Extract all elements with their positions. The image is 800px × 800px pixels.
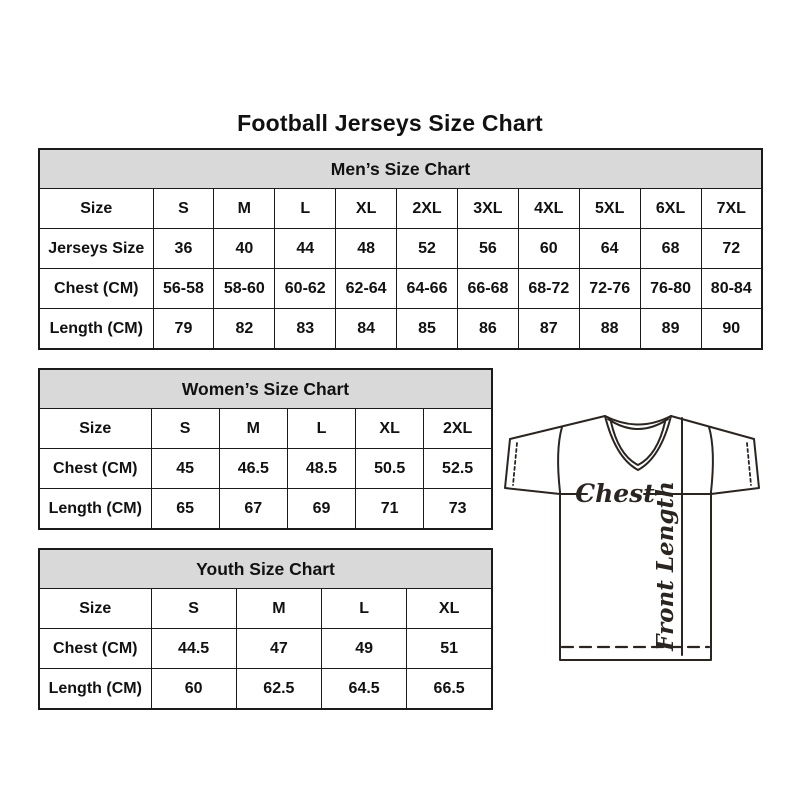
table-cell: M [236,589,321,629]
table-cell: 69 [287,489,355,530]
table-cell: 5XL [579,189,640,229]
table-cell: 88 [579,309,640,350]
table-cell: 87 [518,309,579,350]
row-label-cell: Size [39,589,151,629]
table-cell: L [275,189,336,229]
table-cell: 65 [151,489,219,530]
womens-size-chart-table [38,368,493,530]
table-cell: 79 [153,309,214,350]
jersey-right-sleeve [711,439,759,494]
table-cell: 62.5 [236,669,321,710]
table-cell: 62-64 [336,269,397,309]
table-cell: 64-66 [397,269,458,309]
table-cell: 36 [153,229,214,269]
front-length-label: Front Length [652,481,679,651]
table-cell: XL [356,409,424,449]
table-cell: 45 [151,449,219,489]
youth-size-chart-table [38,548,493,710]
row-label-cell: Length (CM) [39,669,151,710]
jersey-left-armhole-seam [558,427,562,492]
table-cell: 52.5 [424,449,492,489]
table-cell: 44.5 [151,629,236,669]
table-cell: 68-72 [518,269,579,309]
table-cell: 83 [275,309,336,350]
row-label-cell: Chest (CM) [39,269,153,309]
table-cell: L [287,409,355,449]
page-title: Football Jerseys Size Chart [237,110,543,137]
table-cell: 40 [214,229,275,269]
table-title: Women’s Size Chart [39,369,492,409]
table-cell: 3XL [457,189,518,229]
table-cell: 60-62 [275,269,336,309]
jersey-outline [505,416,759,660]
table-cell: 46.5 [219,449,287,489]
row-label-cell: Size [39,189,153,229]
table-cell: 49 [322,629,407,669]
table-cell: 60 [151,669,236,710]
table-cell: M [214,189,275,229]
row-label-cell: Jerseys Size [39,229,153,269]
table-title: Youth Size Chart [39,549,492,589]
table-cell: 60 [518,229,579,269]
row-label-cell: Chest (CM) [39,629,151,669]
table-cell: 52 [397,229,458,269]
table-cell: 67 [219,489,287,530]
jersey-left-shoulder-line [510,416,605,439]
table-cell: 44 [275,229,336,269]
table-cell: 64 [579,229,640,269]
table-cell: L [322,589,407,629]
table-cell: 51 [407,629,492,669]
table-cell: 4XL [518,189,579,229]
table-cell: 86 [457,309,518,350]
left-cuff-dashed-line [513,443,517,485]
table-cell: 72-76 [579,269,640,309]
youth-table [38,548,493,710]
table-cell: 58-60 [214,269,275,309]
table-cell: 47 [236,629,321,669]
chest-label: Chest [575,479,655,508]
table-cell: 71 [356,489,424,530]
table-cell: 2XL [424,409,492,449]
table-cell: 48 [336,229,397,269]
table-cell: 84 [336,309,397,350]
jersey-right-armhole-seam [709,427,713,492]
table-cell: M [219,409,287,449]
table-cell: 7XL [701,189,762,229]
table-cell: S [151,409,219,449]
table-cell: 73 [424,489,492,530]
table-cell: 90 [701,309,762,350]
row-label-cell: Length (CM) [39,489,151,530]
jersey-diagram [498,406,768,668]
table-cell: 6XL [640,189,701,229]
table-cell: XL [336,189,397,229]
table-cell: S [153,189,214,229]
table-cell: 76-80 [640,269,701,309]
table-cell: 66-68 [457,269,518,309]
row-label-cell: Size [39,409,151,449]
table-cell: 89 [640,309,701,350]
jersey-body [560,492,711,660]
table-cell: 64.5 [322,669,407,710]
table-cell: XL [407,589,492,629]
table-cell: 48.5 [287,449,355,489]
table-cell: 80-84 [701,269,762,309]
row-label-cell: Chest (CM) [39,449,151,489]
jersey-right-shoulder-line [671,416,754,439]
table-cell: S [151,589,236,629]
table-cell: 56-58 [153,269,214,309]
table-cell: 82 [214,309,275,350]
table-cell: 2XL [397,189,458,229]
mens-table [38,148,763,350]
womens-table [38,368,493,530]
table-cell: 68 [640,229,701,269]
table-cell: 85 [397,309,458,350]
table-cell: 66.5 [407,669,492,710]
table-title: Men’s Size Chart [39,149,762,189]
table-cell: 56 [457,229,518,269]
table-cell: 72 [701,229,762,269]
mens-size-chart-table [38,148,763,350]
right-cuff-dashed-line [747,443,751,485]
row-label-cell: Length (CM) [39,309,153,350]
table-cell: 50.5 [356,449,424,489]
